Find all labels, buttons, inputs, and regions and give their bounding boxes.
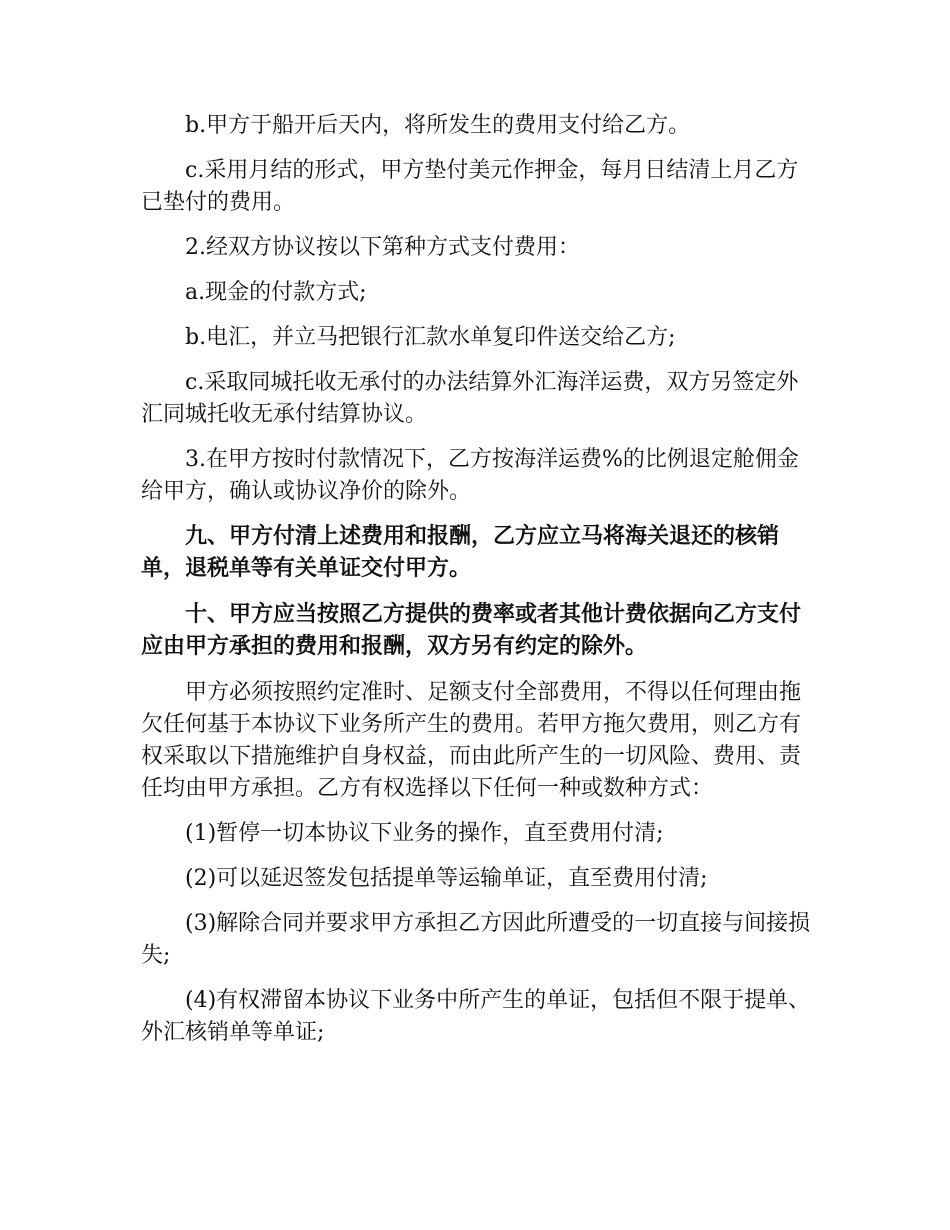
paragraph-payment-obligation: 甲方必须按照约定准时、足额支付全部费用，不得以任何理由拖欠任何基于本协议下业务所产生的费用。若甲方拖欠费用，则乙方有权采取以下措施维护自身权益，而由此所产生的一切风险、费用、责任均由甲方承担。乙方有权选择以下任何一种或数种方式： xyxy=(141,680,802,801)
clause-10-heading: 十、甲方应当按照乙方提供的费率或者其他计费依据向乙方支付应由甲方承担的费用和报酬，双方另有约定的除外。 xyxy=(141,602,802,659)
list-item-3-terminate: (3)解除合同并要求甲方承担乙方因此所遭受的一切直接与间接损失; xyxy=(141,911,811,968)
paragraph-c-collection: c.采取同城托收无承付的办法结算外汇海洋运费，双方另签定外汇同城托收无承付结算协议。 xyxy=(141,370,799,427)
paragraph-3-commission: 3.在甲方按时付款情况下，乙方按海洋运费%的比例退定舱佣金给甲方，确认或协议净价的除外。 xyxy=(141,447,799,504)
clause-9-heading: 九、甲方付清上述费用和报酬，乙方应立马将海关退还的核销单，退税单等有关单证交付甲方。 xyxy=(141,524,780,581)
paragraph-c-monthly-settlement: c.采用月结的形式，甲方垫付美元作押金，每月日结清上月乙方已垫付的费用。 xyxy=(141,158,799,215)
list-item-2-delay-documents: (2)可以延迟签发包括提单等运输单证，直至费用付清; xyxy=(185,866,708,891)
list-item-4-retain-documents: (4)有权滞留本协议下业务中所产生的单证，包括但不限于提单、外汇核销单等单证; xyxy=(141,988,811,1045)
paragraph-a-cash: a.现金的付款方式; xyxy=(185,280,367,305)
paragraph-b-wire-transfer: b.电汇，并立马把银行汇款水单复印件送交给乙方; xyxy=(185,325,676,350)
paragraph-2-payment-method: 2.经双方协议按以下第种方式支付费用： xyxy=(185,235,580,260)
paragraph-b-payment-after-sailing: b.甲方于船开后天内，将所发生的费用支付给乙方。 xyxy=(185,113,691,138)
list-item-1-suspend: (1)暂停一切本协议下业务的操作，直至费用付清; xyxy=(185,821,664,846)
document-body xyxy=(141,110,811,1062)
